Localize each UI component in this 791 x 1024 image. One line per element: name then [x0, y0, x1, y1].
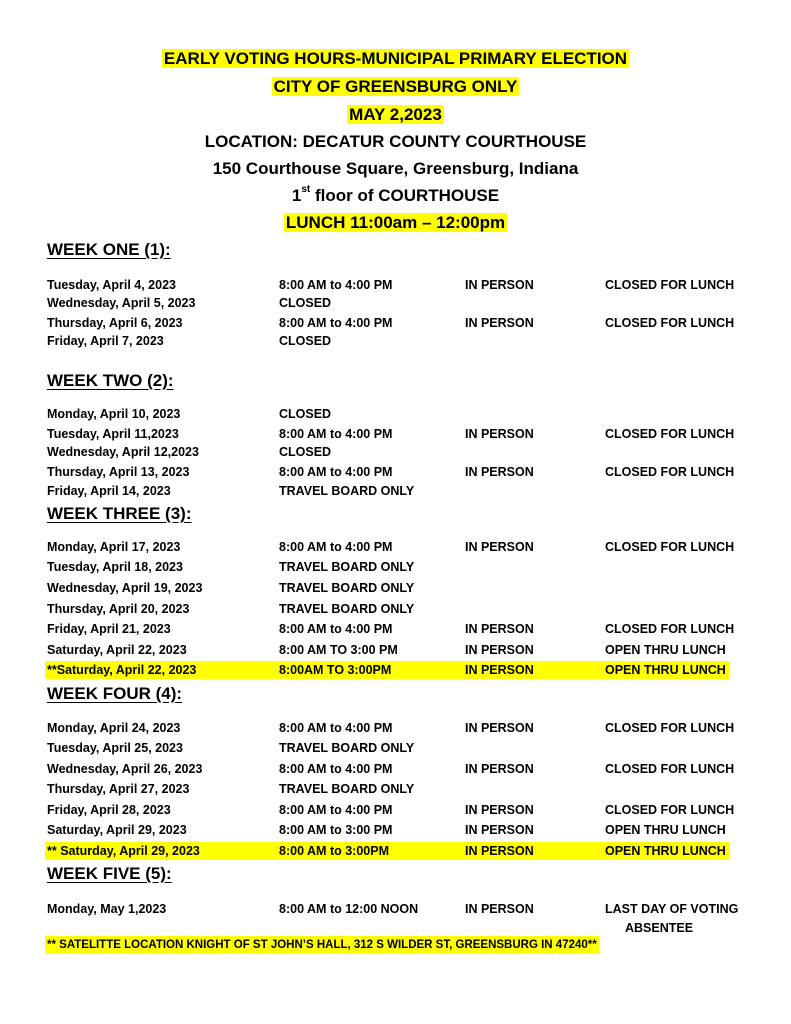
day-cell: ** Saturday, April 29, 2023	[47, 844, 200, 858]
schedule-row	[45, 760, 745, 778]
hours-cell: 8:00 AM to 12:00 NOON	[279, 902, 419, 916]
day-cell: Monday, April 10, 2023	[47, 407, 181, 421]
day-cell: **Saturday, April 22, 2023	[47, 663, 197, 677]
schedule-row	[45, 482, 745, 500]
satellite-footnote: ** SATELITTE LOCATION KNIGHT OF ST JOHN’S HALL, 312 S WILDER ST, GREENSBURG IN 47240**	[45, 936, 599, 954]
day-cell: Tuesday, April 11,2023	[47, 427, 179, 441]
lunch-cell: CLOSED FOR LUNCH	[605, 465, 735, 479]
week-heading: WEEK ONE (1):	[47, 240, 171, 259]
type-cell: IN PERSON	[465, 465, 534, 479]
day-cell: Thursday, April 20, 2023	[47, 602, 190, 616]
schedule-row	[45, 780, 745, 798]
address-line: 150 Courthouse Square, Greensburg, Indiana	[212, 159, 579, 178]
hours-cell: 8:00AM TO 3:00PM	[279, 663, 392, 677]
lunch-cell: OPEN THRU LUNCH	[605, 663, 726, 677]
hours-cell: TRAVEL BOARD ONLY	[279, 484, 415, 498]
lunch-cell: LAST DAY OF VOTING	[605, 902, 739, 916]
title-line-3: MAY 2,2023	[349, 105, 442, 124]
hours-cell: 8:00 AM to 4:00 PM	[279, 803, 393, 817]
hours-cell: 8:00 AM to 4:00 PM	[279, 762, 393, 776]
floor-line: 1st floor of COURTHOUSE	[291, 184, 500, 205]
hours-cell: CLOSED	[279, 334, 332, 348]
schedule-row	[45, 821, 745, 839]
type-cell: IN PERSON	[465, 844, 534, 858]
schedule-row	[45, 842, 730, 860]
schedule-row	[45, 900, 745, 918]
schedule-row	[45, 405, 745, 423]
week-heading: WEEK FIVE (5):	[47, 864, 172, 883]
schedule-row	[45, 443, 745, 461]
lunch-cell: CLOSED FOR LUNCH	[605, 427, 735, 441]
absentee-note: ABSENTEE	[625, 921, 694, 935]
day-cell: Thursday, April 13, 2023	[47, 465, 190, 479]
location-line: LOCATION: DECATUR COUNTY COURTHOUSE	[204, 132, 587, 151]
day-cell: Saturday, April 29, 2023	[47, 823, 187, 837]
hours-cell: 8:00 AM to 4:00 PM	[279, 316, 393, 330]
schedule-row	[45, 739, 745, 757]
day-cell: Thursday, April 6, 2023	[47, 316, 183, 330]
lunch-cell: CLOSED FOR LUNCH	[605, 803, 735, 817]
day-cell: Monday, May 1,2023	[47, 902, 167, 916]
day-cell: Wednesday, April 5, 2023	[47, 296, 196, 310]
day-cell: Monday, April 17, 2023	[47, 540, 181, 554]
day-cell: Thursday, April 27, 2023	[47, 782, 190, 796]
lunch-cell: OPEN THRU LUNCH	[605, 823, 726, 837]
schedule-row	[45, 600, 745, 618]
title-line-2: CITY OF GREENSBURG ONLY	[273, 77, 518, 96]
hours-cell: TRAVEL BOARD ONLY	[279, 782, 415, 796]
hours-cell: 8:00 AM to 4:00 PM	[279, 278, 393, 292]
type-cell: IN PERSON	[465, 540, 534, 554]
hours-cell: 8:00 AM to 3:00PM	[279, 844, 389, 858]
hours-cell: TRAVEL BOARD ONLY	[279, 560, 415, 574]
hours-cell: 8:00 AM to 4:00 PM	[279, 721, 393, 735]
hours-cell: CLOSED	[279, 296, 332, 310]
schedule-row	[45, 538, 745, 556]
type-cell: IN PERSON	[465, 762, 534, 776]
hours-cell: 8:00 AM to 4:00 PM	[279, 540, 393, 554]
hours-cell: 8:00 AM to 4:00 PM	[279, 427, 393, 441]
schedule-row	[45, 719, 745, 737]
day-cell: Friday, April 21, 2023	[47, 622, 171, 636]
hours-cell: TRAVEL BOARD ONLY	[279, 581, 415, 595]
lunch-cell: CLOSED FOR LUNCH	[605, 316, 735, 330]
hours-cell: CLOSED	[279, 445, 332, 459]
type-cell: IN PERSON	[465, 902, 534, 916]
schedule-row	[45, 558, 745, 576]
schedule-row	[45, 801, 745, 819]
hours-cell: 8:00 AM to 4:00 PM	[279, 622, 393, 636]
title-line-1: EARLY VOTING HOURS-MUNICIPAL PRIMARY ELECTION	[163, 49, 628, 68]
type-cell: IN PERSON	[465, 663, 534, 677]
schedule-row	[45, 332, 745, 350]
hours-cell: 8:00 AM to 3:00 PM	[279, 823, 393, 837]
lunch-cell: CLOSED FOR LUNCH	[605, 762, 735, 776]
day-cell: Wednesday, April 26, 2023	[47, 762, 203, 776]
day-cell: Wednesday, April 19, 2023	[47, 581, 203, 595]
lunch-cell: OPEN THRU LUNCH	[605, 844, 726, 858]
day-cell: Wednesday, April 12,2023	[47, 445, 199, 459]
schedule-row	[45, 294, 745, 312]
day-cell: Tuesday, April 25, 2023	[47, 741, 183, 755]
day-cell: Tuesday, April 18, 2023	[47, 560, 183, 574]
schedule-row	[45, 641, 745, 659]
week-heading: WEEK FOUR (4):	[47, 684, 183, 703]
lunch-cell: CLOSED FOR LUNCH	[605, 622, 735, 636]
lunch-line: LUNCH 11:00am – 12:00pm	[285, 213, 506, 232]
type-cell: IN PERSON	[465, 643, 534, 657]
schedule-row	[45, 620, 745, 638]
type-cell: IN PERSON	[465, 803, 534, 817]
week-heading: WEEK TWO (2):	[47, 371, 174, 390]
lunch-cell: CLOSED FOR LUNCH	[605, 540, 735, 554]
type-cell: IN PERSON	[465, 622, 534, 636]
type-cell: IN PERSON	[465, 316, 534, 330]
day-cell: Saturday, April 22, 2023	[47, 643, 187, 657]
type-cell: IN PERSON	[465, 278, 534, 292]
schedule-row	[45, 463, 745, 481]
day-cell: Monday, April 24, 2023	[47, 721, 181, 735]
lunch-cell: CLOSED FOR LUNCH	[605, 278, 735, 292]
type-cell: IN PERSON	[465, 823, 534, 837]
type-cell: IN PERSON	[465, 427, 534, 441]
schedule-row	[45, 276, 745, 294]
schedule-row	[45, 314, 745, 332]
lunch-cell: OPEN THRU LUNCH	[605, 643, 726, 657]
hours-cell: TRAVEL BOARD ONLY	[279, 602, 415, 616]
day-cell: Friday, April 7, 2023	[47, 334, 164, 348]
lunch-cell: CLOSED FOR LUNCH	[605, 721, 735, 735]
week-heading: WEEK THREE (3):	[47, 504, 192, 523]
hours-cell: 8:00 AM TO 3:00 PM	[279, 643, 398, 657]
hours-cell: TRAVEL BOARD ONLY	[279, 741, 415, 755]
schedule-row	[45, 425, 745, 443]
hours-cell: 8:00 AM to 4:00 PM	[279, 465, 393, 479]
schedule-row	[45, 661, 730, 679]
schedule-row	[45, 579, 745, 597]
type-cell: IN PERSON	[465, 721, 534, 735]
day-cell: Friday, April 14, 2023	[47, 484, 171, 498]
day-cell: Tuesday, April 4, 2023	[47, 278, 176, 292]
hours-cell: CLOSED	[279, 407, 332, 421]
day-cell: Friday, April 28, 2023	[47, 803, 171, 817]
